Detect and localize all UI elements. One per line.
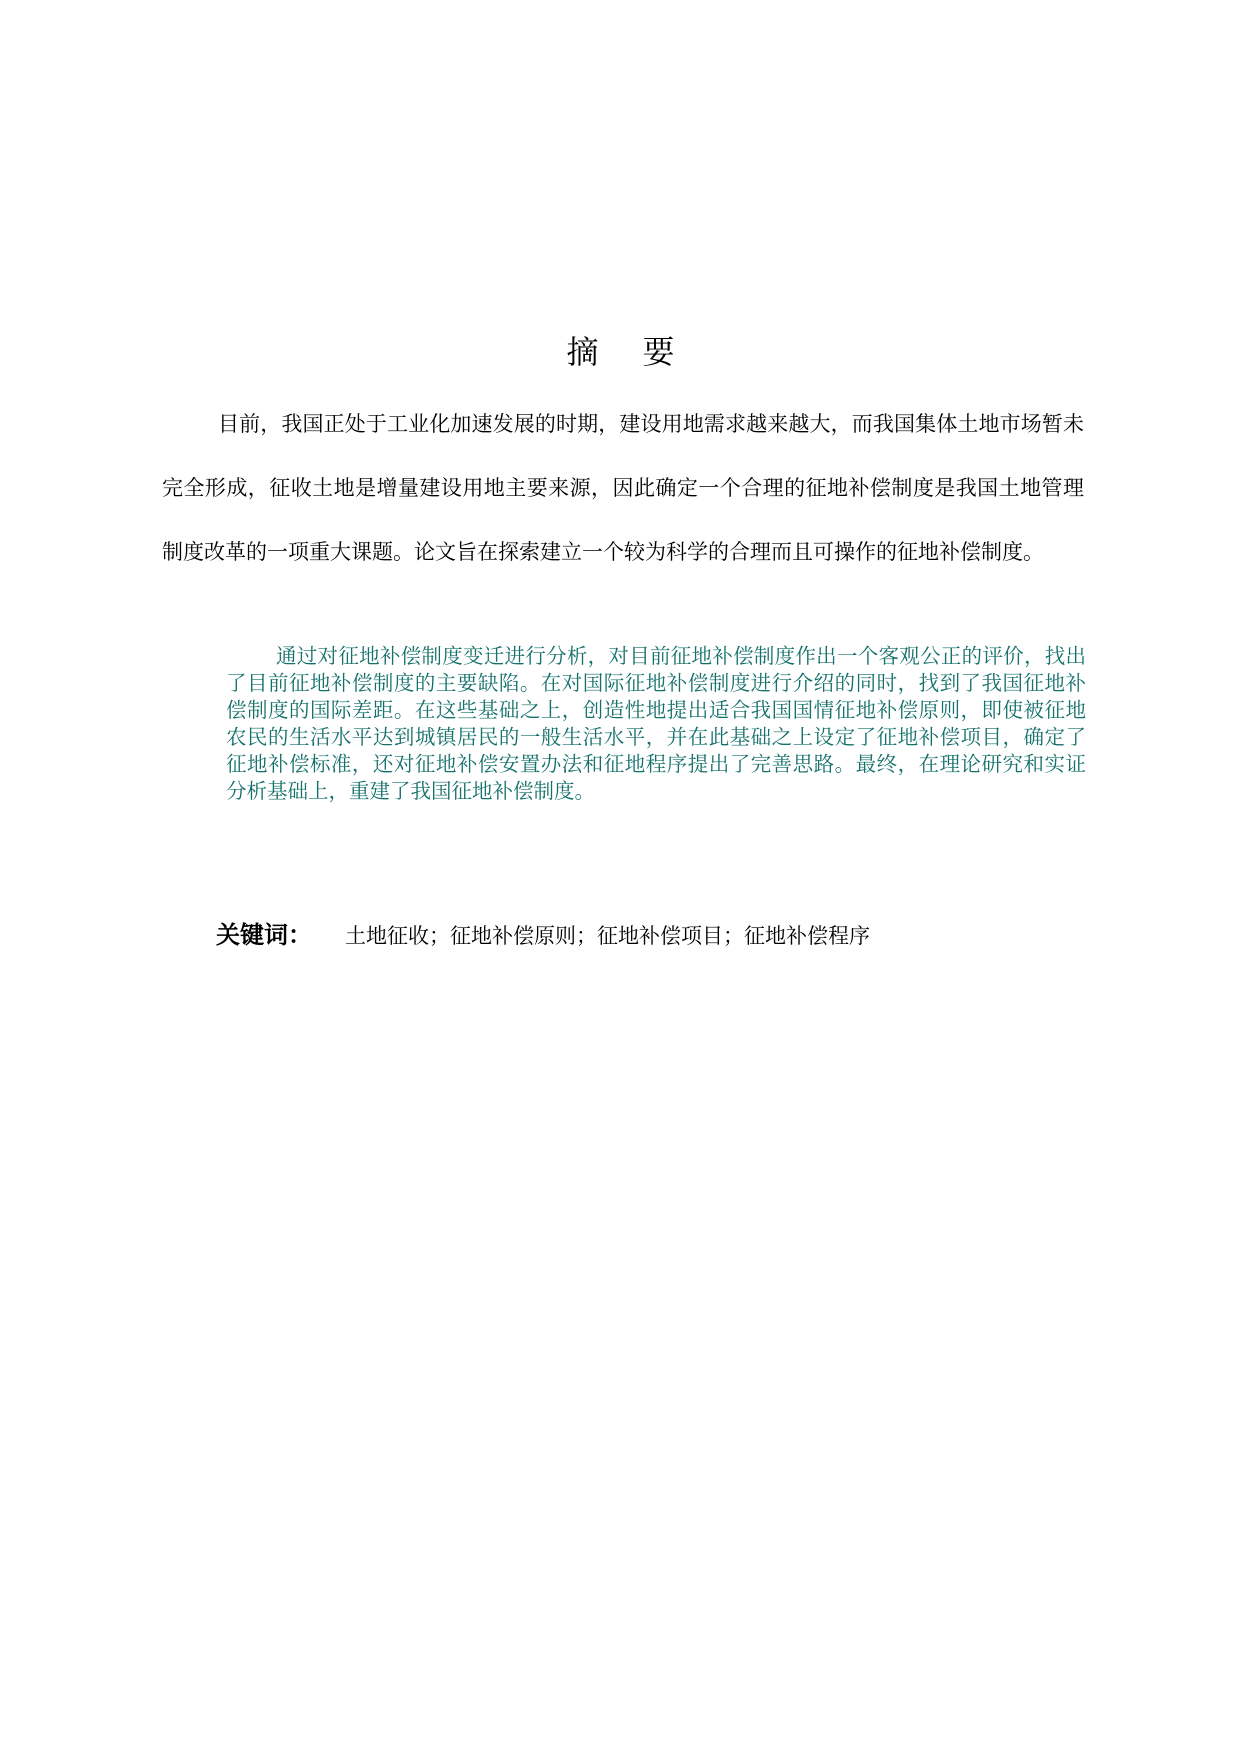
abstract-title: 摘要 [566,333,719,371]
abstract-paragraph-2: 通过对征地补偿制度变迁进行分析，对目前征地补偿制度作出一个客观公正的评价，找出了目前征地补偿制度的主要缺陷。在对国际征地补偿制度进行介绍的同时，找到了我国征地补偿制度的国际差距。在这些基础之上，创造性地提出适合我国国情征地补偿原则，即使被征地农民的生活水平达到城镇居民的一般生活水平，并在此基础之上设定了征地补偿项目，确定了征地补偿标准，还对征地补偿安置办法和征地程序提出了完善思路。最终，在理论研究和实证分析基础上，重建了我国征地补偿制度。 [226,644,1086,803]
keywords-text: 土地征收；征地补偿原则；征地补偿项目；征地补偿程序 [345,924,870,948]
abstract-paragraph-1: 目前，我国正处于工业化加速发展的时期，建设用地需求越来越大，而我国集体土地市场暂未完全形成，征收土地是增量建设用地主要来源，因此确定一个合理的征地补偿制度是我国土地管理制度改革的一项重大课题。论文旨在探索建立一个较为科学的合理而且可操作的征地补偿制度。 [162,412,1084,564]
keywords-label: 关键词： [216,921,312,949]
keywords-line [216,918,870,954]
